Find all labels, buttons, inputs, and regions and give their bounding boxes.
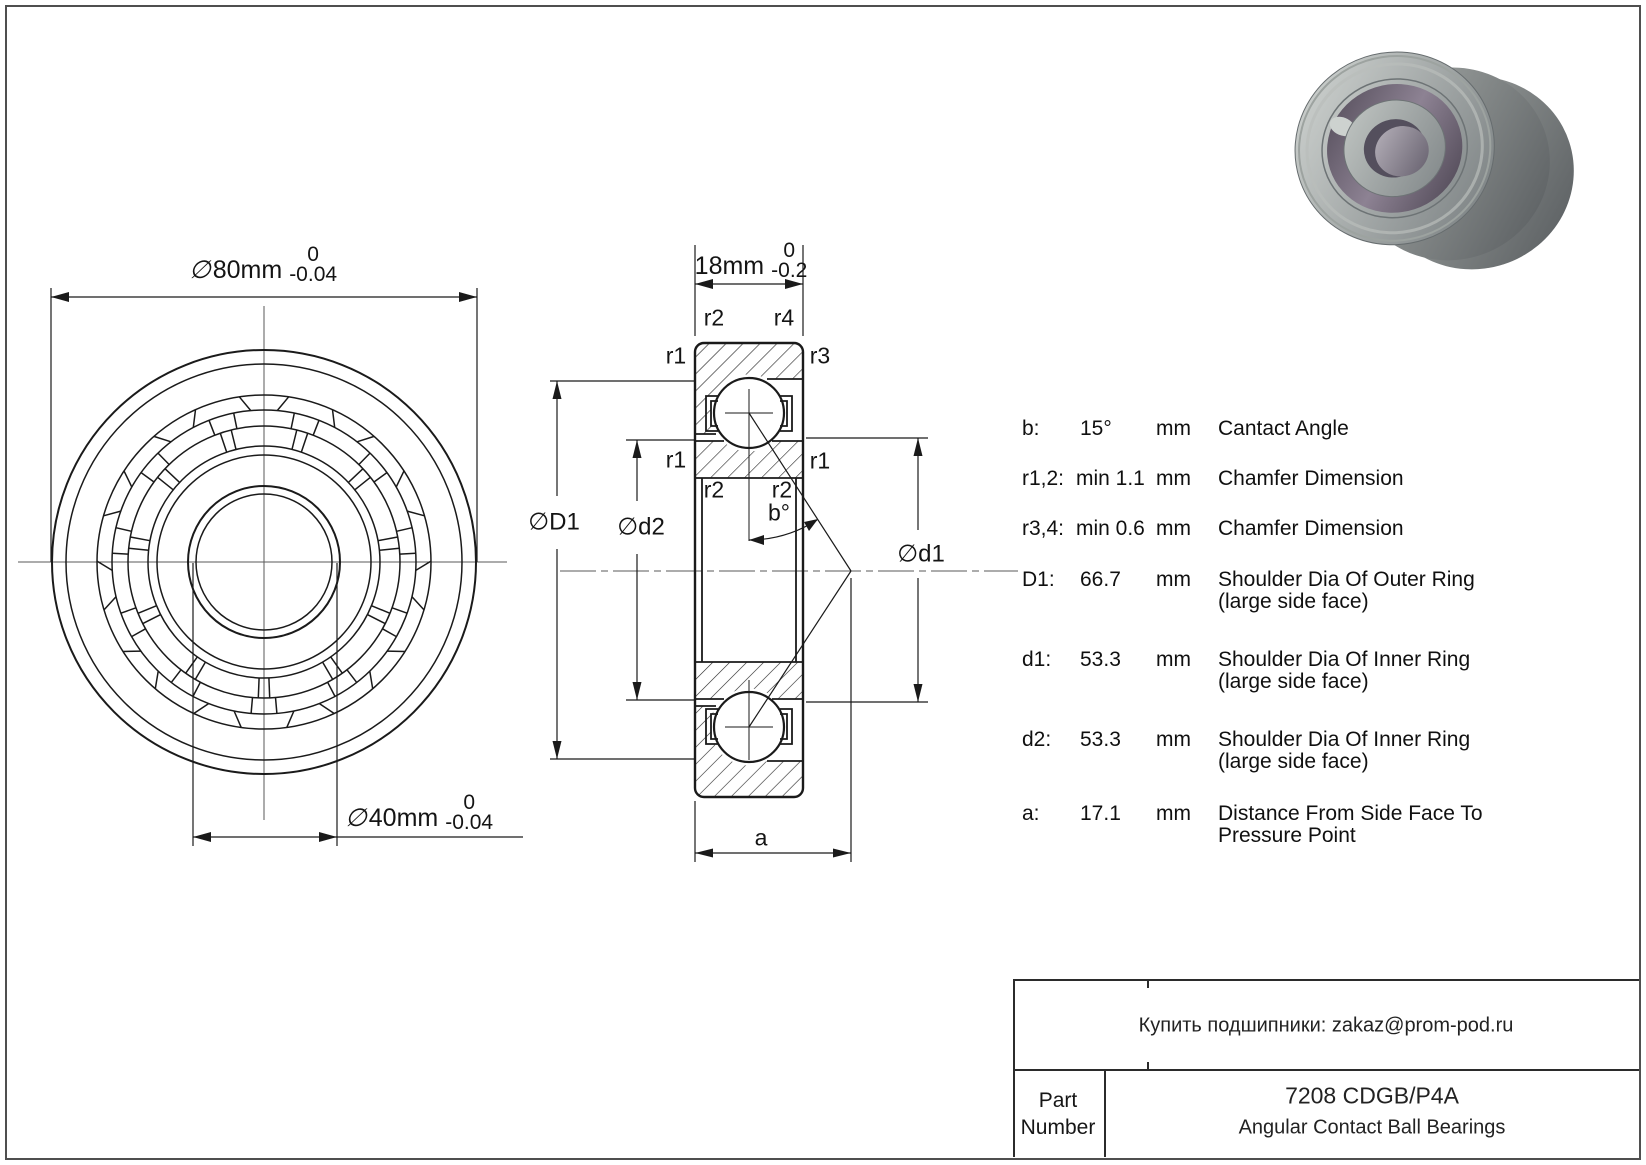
spec-value: min 0.6 bbox=[1076, 517, 1145, 540]
label-pressure-distance: a bbox=[754, 824, 768, 851]
section-view bbox=[550, 245, 1018, 862]
part-number-label: Part Number bbox=[1020, 1089, 1096, 1139]
spec-desc: Shoulder Dia Of Inner Ring (large side face) bbox=[1218, 648, 1471, 693]
spec-value: min 1.1 bbox=[1076, 467, 1145, 490]
spec-label: r3,4: bbox=[1022, 517, 1065, 540]
spec-value: 15° bbox=[1080, 417, 1112, 440]
spec-label: a: bbox=[1022, 802, 1040, 825]
dim-bore-diameter: ∅40mm 0 -0.04 bbox=[345, 791, 494, 834]
label-r1-outer-left: r1 bbox=[665, 342, 687, 369]
spec-label: d2: bbox=[1022, 728, 1052, 751]
diameter-symbol: ∅ bbox=[188, 256, 211, 284]
part-number-value: 7208 CDGB/P4A bbox=[1285, 1082, 1459, 1109]
title-block-tick-top bbox=[1147, 981, 1149, 988]
dim-outer-diameter: ∅80mm 0 -0.04 bbox=[188, 243, 338, 286]
title-block-divider-line bbox=[1013, 1069, 1639, 1071]
spec-desc: Distance From Side Face To Pressure Point bbox=[1218, 802, 1483, 847]
spec-unit: mm bbox=[1156, 728, 1191, 751]
spec-unit: mm bbox=[1156, 467, 1191, 490]
bearing-3d-image bbox=[1270, 5, 1599, 316]
label-r1-inner-right: r1 bbox=[809, 447, 831, 474]
label-dia-d2: ∅d2 bbox=[617, 513, 665, 541]
contact-email-line: Купить подшипники: zakaz@prom-pod.ru bbox=[1138, 1014, 1514, 1037]
spec-desc: Chamfer Dimension bbox=[1218, 467, 1404, 490]
spec-unit: mm bbox=[1156, 568, 1191, 591]
spec-label: r1,2: bbox=[1022, 467, 1065, 490]
label-r2-bore-left: r2 bbox=[703, 476, 725, 503]
spec-desc: Chamfer Dimension bbox=[1218, 517, 1404, 540]
label-r1-inner-left: r1 bbox=[665, 446, 687, 473]
spec-desc: Shoulder Dia Of Outer Ring (large side face) bbox=[1218, 568, 1475, 613]
spec-unit: mm bbox=[1156, 802, 1191, 825]
spec-desc: Shoulder Dia Of Inner Ring (large side face) bbox=[1218, 728, 1471, 773]
label-r2-top-left: r2 bbox=[703, 304, 725, 331]
spec-value: 17.1 bbox=[1080, 802, 1121, 825]
spec-value: 66.7 bbox=[1080, 568, 1121, 591]
front-view bbox=[18, 288, 523, 846]
label-r3-outer-right: r3 bbox=[809, 342, 831, 369]
spec-label: D1: bbox=[1022, 568, 1055, 591]
dim-section-width: 18mm 0 -0.2 bbox=[694, 239, 808, 282]
title-block-top-line bbox=[1013, 979, 1639, 981]
spec-value: 53.3 bbox=[1080, 728, 1121, 751]
spec-unit: mm bbox=[1156, 417, 1191, 440]
title-block-column-line bbox=[1104, 1069, 1106, 1157]
part-category: Angular Contact Ball Bearings bbox=[1238, 1116, 1506, 1139]
spec-unit: mm bbox=[1156, 517, 1191, 540]
spec-label: d1: bbox=[1022, 648, 1052, 671]
spec-desc: Cantact Angle bbox=[1218, 417, 1349, 440]
spec-value: 53.3 bbox=[1080, 648, 1121, 671]
diameter-symbol: ∅ bbox=[345, 804, 367, 832]
spec-unit: mm bbox=[1156, 648, 1191, 671]
label-contact-angle: b° bbox=[768, 499, 790, 526]
spec-label: b: bbox=[1022, 417, 1040, 440]
label-r4-top-right: r4 bbox=[773, 304, 795, 331]
label-r2-bore-right: r2 bbox=[771, 476, 793, 503]
label-dia-D1: ∅D1 bbox=[528, 508, 580, 536]
title-block-tick-bottom bbox=[1147, 1062, 1149, 1069]
label-dia-d1: ∅d1 bbox=[897, 540, 945, 568]
